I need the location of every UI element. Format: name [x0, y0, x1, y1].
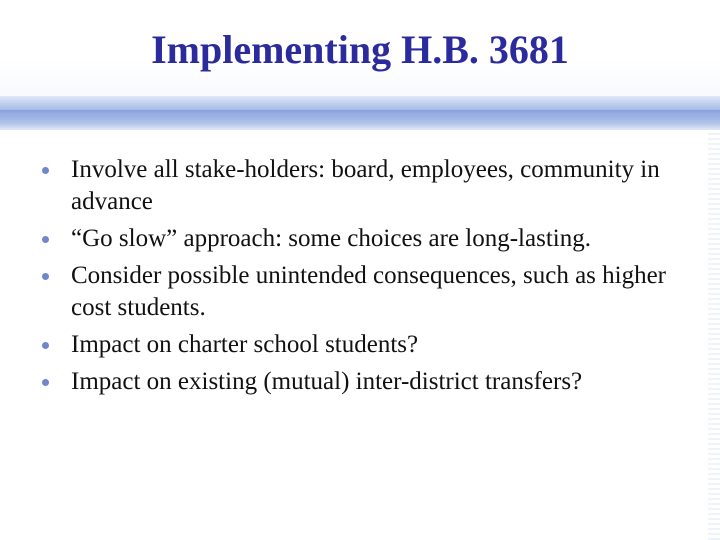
bullet-text: “Go slow” approach: some choices are long-lasting.: [71, 225, 591, 252]
title-divider-band: [0, 96, 720, 130]
right-edge-decoration: [708, 130, 720, 540]
bullet-item: [40, 329, 680, 361]
bullet-text: Involve all stake-holders: board, employees, community in advance: [71, 156, 660, 215]
bullet-list: [40, 154, 680, 403]
bullet-dot-icon: [42, 342, 49, 349]
bullet-item: [40, 154, 680, 218]
bullet-item: [40, 260, 680, 324]
bullet-dot-icon: [42, 167, 49, 174]
bullet-item: [40, 366, 680, 398]
bullet-dot-icon: [42, 236, 49, 243]
title-area: [0, 0, 720, 100]
bullet-text: Impact on existing (mutual) inter-district transfers?: [71, 368, 583, 395]
bullet-item: [40, 223, 680, 255]
slide-title: Implementing H.B. 3681: [151, 27, 569, 72]
bullet-dot-icon: [42, 379, 49, 386]
bullet-text: Consider possible unintended consequences, such as higher cost students.: [71, 262, 667, 321]
bullet-dot-icon: [42, 273, 49, 280]
bullet-text: Impact on charter school students?: [71, 331, 419, 358]
